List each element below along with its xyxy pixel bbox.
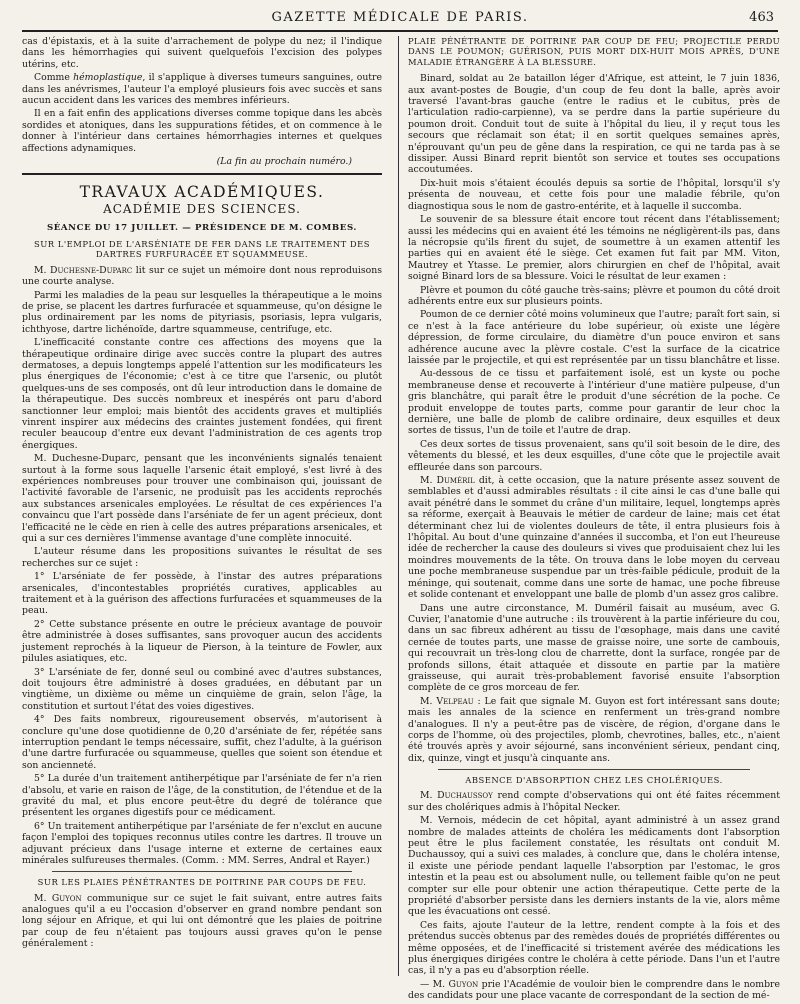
paragraph: M. Duchesne-Duparc, pensant que les inconvénients signalés tenaient surtout à la forme sous laquelle l'arsenic était employé, s'est livré à des expériences nombreuses pour trouver une combinaison qui, jouissant de l'activité favorable de l'arsenic, ne produisît pas les accidents reprochés aux substances arsenicales employées. Le résultat de ces expériences l'a convaincu que l'art possède dans l'arséniate de fer un agent précieux, dont l'efficacité ne le cède en rien à celle des autres préparations arsenicales, et qui a sur ces dernières l'immense avantage d'une complète innocuité. xyxy=(22,453,382,545)
paragraph: Plèvre et poumon du côté gauche très-sains; plèvre et poumon du côté droit adhérents entre eux sur plusieurs points. xyxy=(408,284,780,307)
left-column xyxy=(22,36,382,952)
paragraph: 4° Des faits nombreux, rigoureusement observés, m'autorisent à conclure qu'une dose quotidienne de 0,20 d'arséniate de fer, répétée sans interruption pendant le temps nécessaire, suffit, chez l'adulte, à la guérison d'une dartre furfuracée ou squammeuse, quelles que soient son étendue et son ancienneté. xyxy=(22,714,382,771)
author-name: M. Velpeau xyxy=(420,695,474,707)
paragraph: L'auteur résume dans les propositions suivantes le résultat de ses recherches sur ce sujet : xyxy=(22,546,382,569)
paragraph: 3° L'arséniate de fer, donné seul ou combiné avec d'autres substances, doit toujours être administré à doses graduées, en débutant par un vingtième, un dixième ou même un cinquième de grain, selon l'âge, la constitution et surtout l'état des voies digestives. xyxy=(22,666,382,712)
paragraph: 1° L'arséniate de fer possède, à l'instar des autres préparations arsenicales, d'incontestables propriétés curatives, applicables au traitement et à la guérison des affections furfuracées et squammeuses de la peau. xyxy=(22,571,382,617)
paragraph: 5° La durée d'un traitement antiherpétique par l'arséniate de fer n'a rien d'absolu, et varie en raison de l'âge, de la constitution, de l'étendue et de la gravité du mal, et plus encore peut-être du degré de tolérance que présentent les organes digestifs pour ce médicament. xyxy=(22,773,382,819)
paragraph: Ces faits, ajoute l'auteur de la lettre, rendent compte à la fois et des prétendus succès obtenus par des remèdes doués de propriétés différentes ou même opposées, et de l'inefficacité si tristement avérée des médications les plus énergiques dirigées contre le choléra à cette période. Dans l'un et l'autre cas, il n'y a pas eu d'absorption réelle. xyxy=(408,919,780,977)
continuation-note: (La fin au prochain numéro.) xyxy=(216,156,352,168)
section-divider xyxy=(22,173,382,175)
author-name: M. Duchaussoy xyxy=(420,790,493,802)
topic-heading: SUR LES PLAIES PÉNÉTRANTES DE POITRINE PAR COUPS DE FEU. xyxy=(37,877,367,888)
paragraph: cas d'épistaxis, et à la suite d'arrachement de polype du nez; il l'indique dans les hémorrhagies qui suivent quelquefois l'excision des polypes utérins, etc. xyxy=(22,36,382,70)
section-subtitle: ACADÉMIE DES SCIENCES. xyxy=(103,202,301,217)
paragraph: M. Velpeau : Le fait que signale M. Guyon est fort intéressant sans doute; mais les annales de la science en renferment un très-grand nombre d'analogues. Il n'y a peut-être pas de viscère, de région, d'organe dans le corps de l'homme, où des projectiles, plomb, chevrotines, balles, etc., n'aient été trouvés après y avoir séjourné, sans inconvénient sérieux, pendant cinq, dix, quinze, vingt et jusqu'à cinquante ans. xyxy=(408,695,780,764)
divider xyxy=(52,871,352,872)
italic-term: hémoplastique xyxy=(73,72,143,84)
paragraph: M. Duchesne-Duparc lit sur ce sujet un mémoire dont nous reproduisons une courte analyse. xyxy=(22,264,382,288)
page-number: 463 xyxy=(749,10,774,25)
paragraph: Comme hémoplastique, il s'applique à diverses tumeurs sanguines, outre dans les anévrismes, l'auteur l'a employé plusieurs fois avec succès et sans aucun accident dans les varices des membres inférieurs. xyxy=(22,72,382,107)
author-name: M. Guyon xyxy=(34,892,82,904)
paragraph: — M. Guyon prie l'Académie de vouloir bien le comprendre dans le nombre des candidats pour une place vacante de correspondant de la section de mé- xyxy=(408,978,780,1002)
paragraph: Le souvenir de sa blessure était encore tout récent dans l'établissement; aussi les médecins qui en avaient été les témoins ne négligèrent-ils pas, dans la nécropsie qu'ils firent du sujet, de soumettre à un examen attentif les parties qui en avaient été le siège. Cet examen fut fait par MM. Viton, Mautrey et Ytasse. Le premier, alors chirurgien en chef de l'hôpital, avait soigné Binard lors de sa blessure. Voici le résultat de leur examen : xyxy=(408,214,780,283)
paragraph: Poumon de ce dernier côté moins volumineux que l'autre; paraît fort sain, si ce n'est à la face antérieure du lobe supérieur, où existe une légère dépression, de forme circulaire, du diamètre d'un pouce environ et sans adhérence aucune avec la plèvre costale. C'est la surface de la cicatrice laissée par le projectile, et qui est représentée par un tissu blanchâtre et lisse. xyxy=(408,309,780,366)
page-header xyxy=(22,8,778,32)
journal-title: GAZETTE MÉDICALE DE PARIS. xyxy=(271,10,529,25)
paragraph: 2° Cette substance présente en outre le précieux avantage de pouvoir être administrée à doses suffisantes, sans provoquer aucun des accidents justement reprochés à la liqueur de Pierson, à la teinture de Fowler, aux pilules asiatiques, etc. xyxy=(22,618,382,665)
case-heading: PLAIE PÉNÉTRANTE DE POITRINE PAR COUP DE FEU; PROJECTILE PERDU DANS LE POUMON; GUÉRISON, PUIS MORT DIX-HUIT MOIS APRÈS, D'UNE MALADIE ÉTRANGÈRE À LA BLESSURE. xyxy=(408,36,780,67)
paragraph: Il en a fait enfin des applications diverses comme topique dans les abcès sordides et atoniques, dans les suppurations fétides, et on commence à le donner à l'intérieur dans certaines hémorrhagies internes et quelques affections adynamiques. xyxy=(22,108,382,154)
paragraph: Au-dessous de ce tissu et parfaitement isolé, est un kyste ou poche membraneuse dense et recouverte à l'intérieur d'une matière pulpeuse, d'un gris blanchâtre, qui paraît être le produit d'une sécrétion de la poche. Ce produit enveloppe de toutes parts, comme pour garantir de leur choc la dernière, une balle de plomb de calibre ordinaire, deux esquilles et deux sortes de tissus, l'un de toile et l'autre de drap. xyxy=(408,368,780,437)
paragraph: Binard, soldat au 2e bataillon léger d'Afrique, est atteint, le 7 juin 1836, aux avant-postes de Bougie, d'un coup de feu dont la balle, après avoir traversé l'avant-bras gauche (entre le radius et le cubitus, près de l'articulation radio-carpienne), va se perdre dans la partie supérieure du poumon droit. Conduit tout de suite à l'hôpital du lieu, il y reçut tous les secours que réclamait son état; il en sortit quelques semaines après, n'éprouvant qu'un peu de gêne dans la respiration, ce qui ne tarda pas à se dissiper. Aussi Binard reprit bientôt son service et toutes ses occupations accoutumées. xyxy=(408,73,780,176)
paragraph: Dans une autre circonstance, M. Duméril faisait au muséum, avec G. Cuvier, l'anatomie d'une autruche : ils trouvèrent à la partie inférieure du cou, dans un sac fibreux adhérent au tissu de l'œsophage, mais dans une cavité cernée de toutes parts, une masse de graisse noire, une sorte de cambouis, qui recouvrait un très-long clou de charrette, dont la surface, rongée par de profonds sillons, était attaquée et dissoute en partie par la matière graisseuse, qui aurait très-probablement favorisé ensuite l'absorption complète de ce gros morceau de fer. xyxy=(408,602,780,694)
author-name: M. Duchesne-Duparc xyxy=(34,264,133,276)
paragraph: M. Duméril dit, à cette occasion, que la nature présente assez souvent de semblables et d'aussi admirables résultats : il cite ainsi le cas d'une balle qui avait pénétré dans le sommet du crâne d'un militaire, lequel, longtemps après sa réforme, exerçait à Beauvais le métier de cardeur de laine; mais cet état déterminant chez lui de violentes douleurs de tête, il entra plusieurs fois à l'hôpital. Au bout d'une quinzaine d'années il succomba, et l'on eut l'heureuse idée de rechercher la cause des douleurs si vives que produisaient chez lui les moindres mouvements de la tête. On trouva dans le lobe moyen du cerveau une poche membraneuse suspendue par un très-faible pédicule, produit de la méninge, qui soutenait, comme dans une sorte de hamac, une poche fibreuse et solide contenant et enveloppant une balle de plomb d'un assez gros calibre. xyxy=(408,475,780,601)
session-heading: SÉANCE DU 17 JUILLET. — PRÉSIDENCE DE M. COMBES. xyxy=(46,222,358,233)
paragraph: M. Vernois, médecin de cet hôpital, ayant administré à un assez grand nombre de malades atteints de choléra les médicaments dont l'absorption peut être le plus facilement constatée, les résultats ont conduit M. Duchaussoy, qui a suivi ces malades, à conclure que, dans le choléra intense, il existe une période pendant laquelle l'absorption par l'estomac, le gros intestin et la peau est ou absolument nulle, ou tellement faible qu'on ne peut compter sur elle pour obtenir une action thérapeutique. Cette perte de la propriété d'absorber persiste dans les derniers instants de la vie, alors même que les évacuations ont cessé. xyxy=(408,815,780,918)
section-title: TRAVAUX ACADÉMIQUES. xyxy=(79,183,325,202)
paragraph: M. Guyon communique sur ce sujet le fait suivant, entre autres faits analogues qu'il a eu l'occasion d'observer en grand nombre pendant son long séjour en Afrique, et qui lui ont démontré que les plaies de poitrine par coup de feu n'étaient pas toujours aussi graves qu'on le pense généralement : xyxy=(22,892,382,950)
paragraph: Ces deux sortes de tissus provenaient, sans qu'il soit besoin de le dire, des vêtements du blessé, et les deux esquilles, d'une côte que le projectile avait effleurée dans son parcours. xyxy=(408,438,780,473)
topic-heading: ABSENCE D'ABSORPTION CHEZ LES CHOLÉRIQUES. xyxy=(465,775,723,786)
column-divider xyxy=(398,36,399,976)
divider xyxy=(438,769,750,770)
author-name: — M. Guyon xyxy=(420,978,479,990)
paragraph: L'inefficacité constante contre ces affections des moyens que la thérapeutique ordinaire dirige avec succès contre la plupart des autres dermatoses, a depuis longtemps appelé l'attention sur les modificateurs les plus énergiques de l'économie; c'est à ce titre que l'arsenic, ou plutôt quelques-uns de ses composés, ont dû leur introduction dans le domaine de la thérapeutique. Des succès nombreux et inespérés ont paru d'abord sanctionner leur emploi; mais bientôt des accidents graves et multipliés vinrent inspirer aux médecins des craintes justement fondées, qui firent reculer beaucoup d'entre eux devant l'administration de ces agents trop énergiques. xyxy=(22,337,382,451)
paragraph: Parmi les maladies de la peau sur lesquelles la thérapeutique a le moins de prise, se placent les dartres furfuracée et squammeuse, qu'on désigne le plus ordinairement par les noms de pityriasis, psoriasis, lepra vulgaris, ichthyose, dartre lichénoïde, dartre squammeuse, centrifuge, etc. xyxy=(22,289,382,335)
topic-heading: SUR L'EMPLOI DE L'ARSÉNIATE DE FER DANS LE TRAITEMENT DES DARTRES FURFURACÉE ET SQUAMMEUSE. xyxy=(34,239,370,260)
author-name: M. Duméril xyxy=(420,475,475,487)
right-column xyxy=(408,36,780,1004)
paragraph: M. Duchaussoy rend compte d'observations qui ont été faites récemment sur des cholériques admis à l'hôpital Necker. xyxy=(408,790,781,813)
paragraph: Dix-huit mois s'étaient écoulés depuis sa sortie de l'hôpital, lorsqu'il s'y présenta de nouveau, et cette fois pour une maladie fébrile, qu'on diagnostiqua sous le nom de gastro-entérite, et à laquelle il succomba. xyxy=(408,177,780,212)
paragraph: 6° Un traitement antiherpétique par l'arséniate de fer n'exclut en aucune façon l'emploi des topiques reconnus utiles contre les dartres. Il trouve un adjuvant précieux dans l'usage interne et externe de certaines eaux minérales sulfureuses thermales. (Comm. : MM. Serres, Andral et Rayer.) xyxy=(22,820,382,866)
